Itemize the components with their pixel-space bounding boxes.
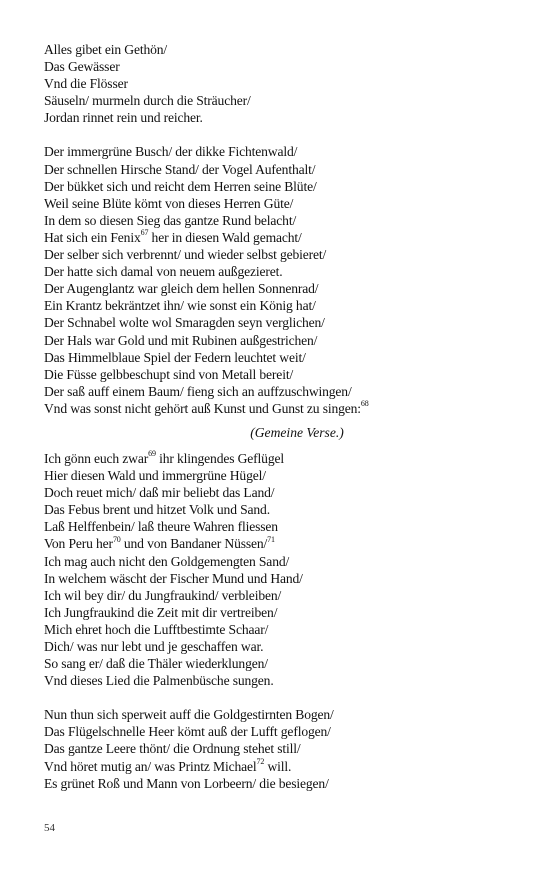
stanza-4 bbox=[44, 706, 514, 791]
verse-line: Laß Helffenbein/ laß theure Wahren fliessen bbox=[44, 519, 278, 535]
verse-line bbox=[44, 400, 514, 417]
verse-text: Von Peru her bbox=[44, 536, 113, 552]
verse-line bbox=[44, 450, 514, 467]
footnote-marker[interactable]: 67 bbox=[140, 228, 149, 238]
verse-text: ihr klingendes Geflügel bbox=[155, 450, 284, 466]
stanza-gap bbox=[44, 126, 514, 143]
verse-line: Der Augenglantz war gleich dem hellen Sonnenrad/ bbox=[44, 281, 319, 297]
verse-line: Das Himmelblaue Spiel der Federn leuchtet weit/ bbox=[44, 349, 306, 365]
verse-line bbox=[44, 758, 514, 775]
verse-line: Doch reuet mich/ daß mir beliebt das Land/ bbox=[44, 485, 275, 501]
verse-line: Säuseln/ murmeln durch die Sträucher/ bbox=[44, 93, 251, 109]
verse-line: Weil seine Blüte kömt von dieses Herren Güte/ bbox=[44, 195, 294, 211]
verse-line: Hier diesen Wald und immergrüne Hügel/ bbox=[44, 468, 266, 484]
footnote-marker[interactable]: 69 bbox=[148, 449, 156, 459]
verse-text: will. bbox=[264, 758, 292, 774]
verse-line: Jordan rinnet rein und reicher. bbox=[44, 110, 203, 126]
verse-line: Der immergrüne Busch/ der dikke Fichtenwald/ bbox=[44, 144, 298, 160]
poem-body bbox=[44, 41, 514, 792]
footnote-marker[interactable]: 70 bbox=[112, 534, 121, 544]
verse-line: Der selber sich verbrennt/ und wieder selbst gebieret/ bbox=[44, 247, 327, 263]
verse-line bbox=[44, 535, 514, 552]
verse-line: Der saß auff einem Baum/ fieng sich an auffzuschwingen/ bbox=[44, 383, 352, 399]
verse-line: Der hatte sich damal von neuem außgezieret. bbox=[44, 264, 283, 280]
verse-line: Der schnellen Hirsche Stand/ der Vogel Aufenthalt/ bbox=[44, 161, 316, 177]
verse-line: Alles gibet ein Gethön/ bbox=[44, 42, 168, 57]
page-number: 54 bbox=[44, 822, 55, 834]
verse-line: Ein Krantz bekräntzet ihn/ wie sonst ein König hat/ bbox=[44, 298, 316, 314]
verse-line: In welchem wäscht der Fischer Mund und Hand/ bbox=[44, 570, 303, 586]
verse-text: her in diesen Wald gemacht/ bbox=[148, 229, 302, 245]
verse-line: Nun thun sich sperweit auff die Goldgestirnten Bogen/ bbox=[44, 707, 334, 723]
verse-text: Vnd was sonst nicht gehört auß Kunst und Gunst zu singen: bbox=[44, 400, 361, 416]
verse-line: Die Füsse gelbbeschupt sind von Metall bereit/ bbox=[44, 366, 294, 382]
verse-line: Dich/ was nur lebt und je geschaffen war. bbox=[44, 639, 264, 654]
verse-line bbox=[44, 229, 514, 246]
verse-line: Mich ehret hoch die Lufftbestimte Schaar/ bbox=[44, 621, 269, 637]
verse-text: Vnd höret mutig an/ was Printz Michael bbox=[44, 758, 257, 774]
section-heading: (Gemeine Verse.) bbox=[250, 424, 344, 440]
verse-line: Ich mag auch nicht den Goldgemengten Sand/ bbox=[44, 553, 290, 569]
verse-line: So sang er/ daß die Thäler wiederklungen/ bbox=[44, 656, 268, 672]
verse-line: Der Hals war Gold und mit Rubinen außgestrichen/ bbox=[44, 332, 318, 348]
footnote-marker[interactable]: 71 bbox=[267, 534, 275, 544]
verse-line: Der Schnabel wolte wol Smaragden seyn verglichen/ bbox=[44, 315, 325, 331]
stanza-3 bbox=[44, 450, 514, 689]
footnote-marker[interactable]: 72 bbox=[256, 757, 265, 767]
verse-text: Ich gönn euch zwar bbox=[44, 450, 149, 466]
stanza-gap bbox=[44, 689, 514, 706]
verse-text: Hat sich ein Fenix bbox=[44, 229, 141, 245]
verse-line: Das gantze Leere thönt/ die Ordnung stehet still/ bbox=[44, 741, 301, 757]
verse-line: Es grünet Roß und Mann von Lorbeern/ die besiegen/ bbox=[44, 775, 329, 791]
verse-line: Das Flügelschnelle Heer kömt auß der Lufft geflogen/ bbox=[44, 724, 331, 740]
verse-line: Ich Jungfraukind die Zeit mit dir vertreiben/ bbox=[44, 604, 278, 620]
verse-line: Das Gewässer bbox=[44, 59, 120, 75]
stanza-2 bbox=[44, 143, 514, 417]
verse-line: Ich wil bey dir/ du Jungfraukind/ verbleiben/ bbox=[44, 587, 282, 603]
verse-line: Vnd dieses Lied die Palmenbüsche sungen. bbox=[44, 673, 274, 689]
verse-line: In dem so diesen Sieg das gantze Rund belacht/ bbox=[44, 212, 297, 228]
verse-text: und von Bandaner Nüssen/ bbox=[120, 536, 268, 552]
stanza-1 bbox=[44, 41, 514, 126]
footnote-marker[interactable]: 68 bbox=[360, 399, 369, 409]
verse-line: Vnd die Flösser bbox=[44, 76, 128, 92]
verse-line: Das Febus brent und hitzet Volk und Sand. bbox=[44, 502, 270, 518]
verse-line: Der bükket sich und reicht dem Herren seine Blüte/ bbox=[44, 178, 317, 194]
